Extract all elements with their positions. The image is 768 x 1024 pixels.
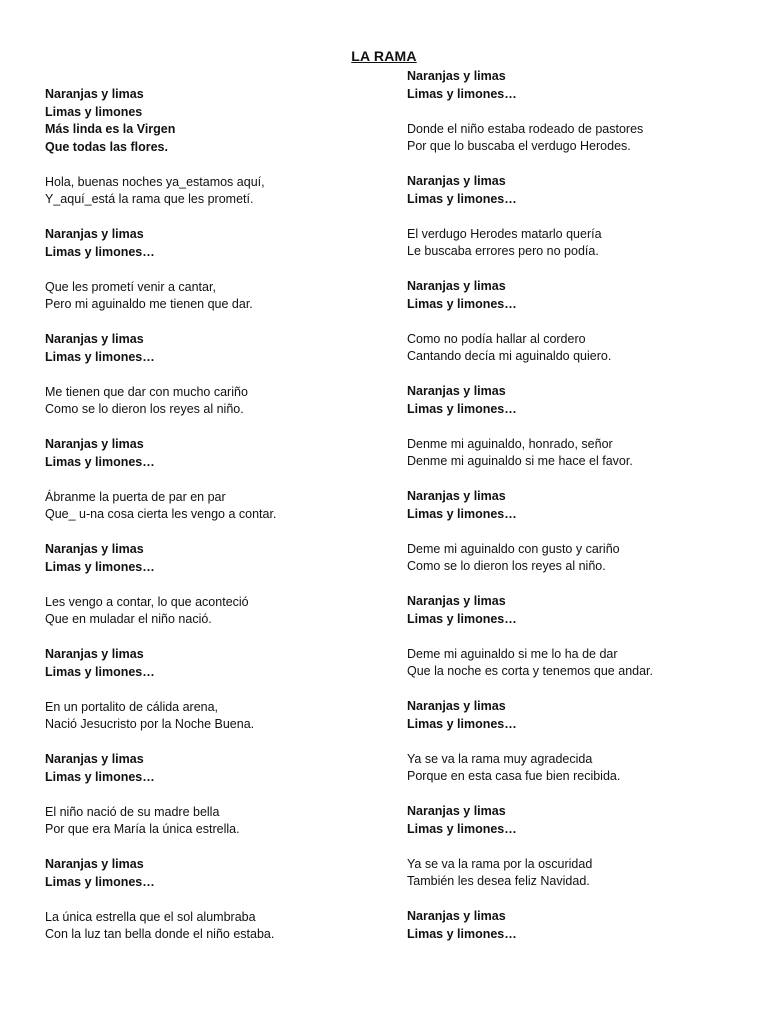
chorus-line: Limas y limones… (407, 401, 517, 416)
verse-line: Denme mi aguinaldo, honrado, señor (407, 436, 613, 451)
left-column (45, 86, 395, 961)
chorus-stanza (45, 541, 395, 576)
verse-line: Por que lo buscaba el verdugo Herodes. (407, 139, 631, 153)
chorus-line: Limas y limones… (407, 506, 517, 521)
chorus-line: Naranjas y limas (45, 437, 144, 451)
verse-line: La única estrella que el sol alumbraba (45, 909, 256, 924)
chorus-line: Limas y limones… (45, 664, 155, 679)
verse-line: Les vengo a contar, lo que aconteció (45, 594, 249, 609)
chorus-line: Limas y limones… (45, 244, 155, 259)
verse-stanza (45, 174, 395, 209)
verse-stanza (407, 856, 757, 891)
verse-line: Que la noche es corta y tenemos que andar. (407, 664, 653, 678)
verse-stanza (45, 804, 395, 839)
verse-line: Le buscaba errores pero no podía. (407, 244, 599, 258)
chorus-stanza (407, 593, 757, 628)
chorus-line: Limas y limones… (45, 454, 155, 469)
chorus-line: Naranjas y limas (45, 752, 144, 766)
chorus-line: Más linda es la Virgen (45, 122, 176, 136)
chorus-line: Limas y limones… (407, 716, 517, 731)
chorus-line: Que todas las flores. (45, 139, 168, 154)
chorus-line: Limas y limones… (407, 86, 517, 101)
verse-line: Hola, buenas noches ya_estamos aquí, (45, 174, 265, 189)
verse-line: Nació Jesucristo por la Noche Buena. (45, 717, 255, 731)
verse-line: Y_aquí_está la rama que les prometí. (45, 192, 254, 206)
verse-stanza (45, 699, 395, 734)
verse-line: Ya se va la rama por la oscuridad (407, 856, 593, 871)
chorus-line: Limas y limones… (45, 559, 155, 574)
chorus-stanza (45, 86, 395, 156)
chorus-line: Naranjas y limas (45, 857, 144, 871)
chorus-stanza (407, 173, 757, 208)
verse-stanza (407, 751, 757, 786)
chorus-line: Limas y limones… (407, 296, 517, 311)
verse-stanza (407, 226, 757, 261)
verse-line: Denme mi aguinaldo si me hace el favor. (407, 454, 633, 468)
verse-stanza (407, 436, 757, 471)
chorus-line: Naranjas y limas (45, 87, 144, 101)
verse-line: El verdugo Herodes matarlo quería (407, 226, 602, 241)
verse-line: Que_ u-na cosa cierta les vengo a contar. (45, 507, 277, 521)
chorus-line: Naranjas y limas (45, 542, 144, 556)
verse-line: Porque en esta casa fue bien recibida. (407, 769, 621, 783)
chorus-line: Naranjas y limas (407, 699, 506, 713)
verse-line: Deme mi aguinaldo con gusto y cariño (407, 541, 620, 556)
verse-line: Que en muladar el niño nació. (45, 612, 212, 626)
chorus-line: Limas y limones… (407, 821, 517, 836)
verse-line: Cantando decía mi aguinaldo quiero. (407, 349, 612, 363)
chorus-line: Limas y limones (45, 104, 143, 119)
verse-line: Me tienen que dar con mucho cariño (45, 384, 248, 399)
right-column (407, 68, 757, 961)
chorus-line: Limas y limones… (45, 769, 155, 784)
chorus-line: Naranjas y limas (407, 279, 506, 293)
chorus-line: Naranjas y limas (407, 909, 506, 923)
chorus-line: Naranjas y limas (407, 69, 506, 83)
chorus-line: Naranjas y limas (407, 174, 506, 188)
verse-line: Como se lo dieron los reyes al niño. (407, 559, 606, 573)
chorus-line: Naranjas y limas (407, 594, 506, 608)
verse-stanza (407, 541, 757, 576)
verse-stanza (45, 909, 395, 944)
verse-stanza (45, 489, 395, 524)
verse-line: Pero mi aguinaldo me tienen que dar. (45, 297, 253, 311)
chorus-stanza (407, 908, 757, 943)
chorus-line: Limas y limones… (407, 191, 517, 206)
chorus-line: Limas y limones… (407, 611, 517, 626)
chorus-line: Limas y limones… (45, 874, 155, 889)
chorus-line: Naranjas y limas (407, 804, 506, 818)
chorus-line: Naranjas y limas (407, 384, 506, 398)
verse-line: Con la luz tan bella donde el niño estaba. (45, 927, 275, 941)
chorus-stanza (407, 68, 757, 103)
chorus-stanza (407, 278, 757, 313)
verse-line: Ya se va la rama muy agradecida (407, 751, 593, 766)
verse-line: Que les prometí venir a cantar, (45, 279, 216, 294)
chorus-stanza (45, 436, 395, 471)
verse-line: En un portalito de cálida arena, (45, 699, 219, 714)
verse-stanza (45, 384, 395, 419)
chorus-line: Limas y limones… (407, 926, 517, 941)
verse-stanza (407, 121, 757, 156)
chorus-stanza (45, 226, 395, 261)
verse-stanza (407, 646, 757, 681)
chorus-stanza (407, 803, 757, 838)
verse-line: Como no podía hallar al cordero (407, 331, 586, 346)
chorus-line: Naranjas y limas (45, 332, 144, 346)
verse-stanza (45, 279, 395, 314)
chorus-stanza (45, 856, 395, 891)
chorus-line: Naranjas y limas (407, 489, 506, 503)
verse-line: Donde el niño estaba rodeado de pastores (407, 121, 644, 136)
chorus-stanza (45, 751, 395, 786)
chorus-line: Naranjas y limas (45, 647, 144, 661)
chorus-line: Naranjas y limas (45, 227, 144, 241)
verse-line: Deme mi aguinaldo si me lo ha de dar (407, 646, 618, 661)
chorus-stanza (407, 383, 757, 418)
verse-stanza (45, 594, 395, 629)
verse-line: El niño nació de su madre bella (45, 804, 220, 819)
verse-line: Por que era María la única estrella. (45, 822, 240, 836)
chorus-stanza (45, 331, 395, 366)
verse-stanza (407, 331, 757, 366)
verse-line: También les desea feliz Navidad. (407, 874, 590, 888)
chorus-line: Limas y limones… (45, 349, 155, 364)
chorus-stanza (407, 698, 757, 733)
chorus-stanza (45, 646, 395, 681)
page-title: LA RAMA (351, 48, 417, 64)
chorus-stanza (407, 488, 757, 523)
verse-line: Ábranme la puerta de par en par (45, 489, 226, 504)
verse-line: Como se lo dieron los reyes al niño. (45, 402, 244, 416)
